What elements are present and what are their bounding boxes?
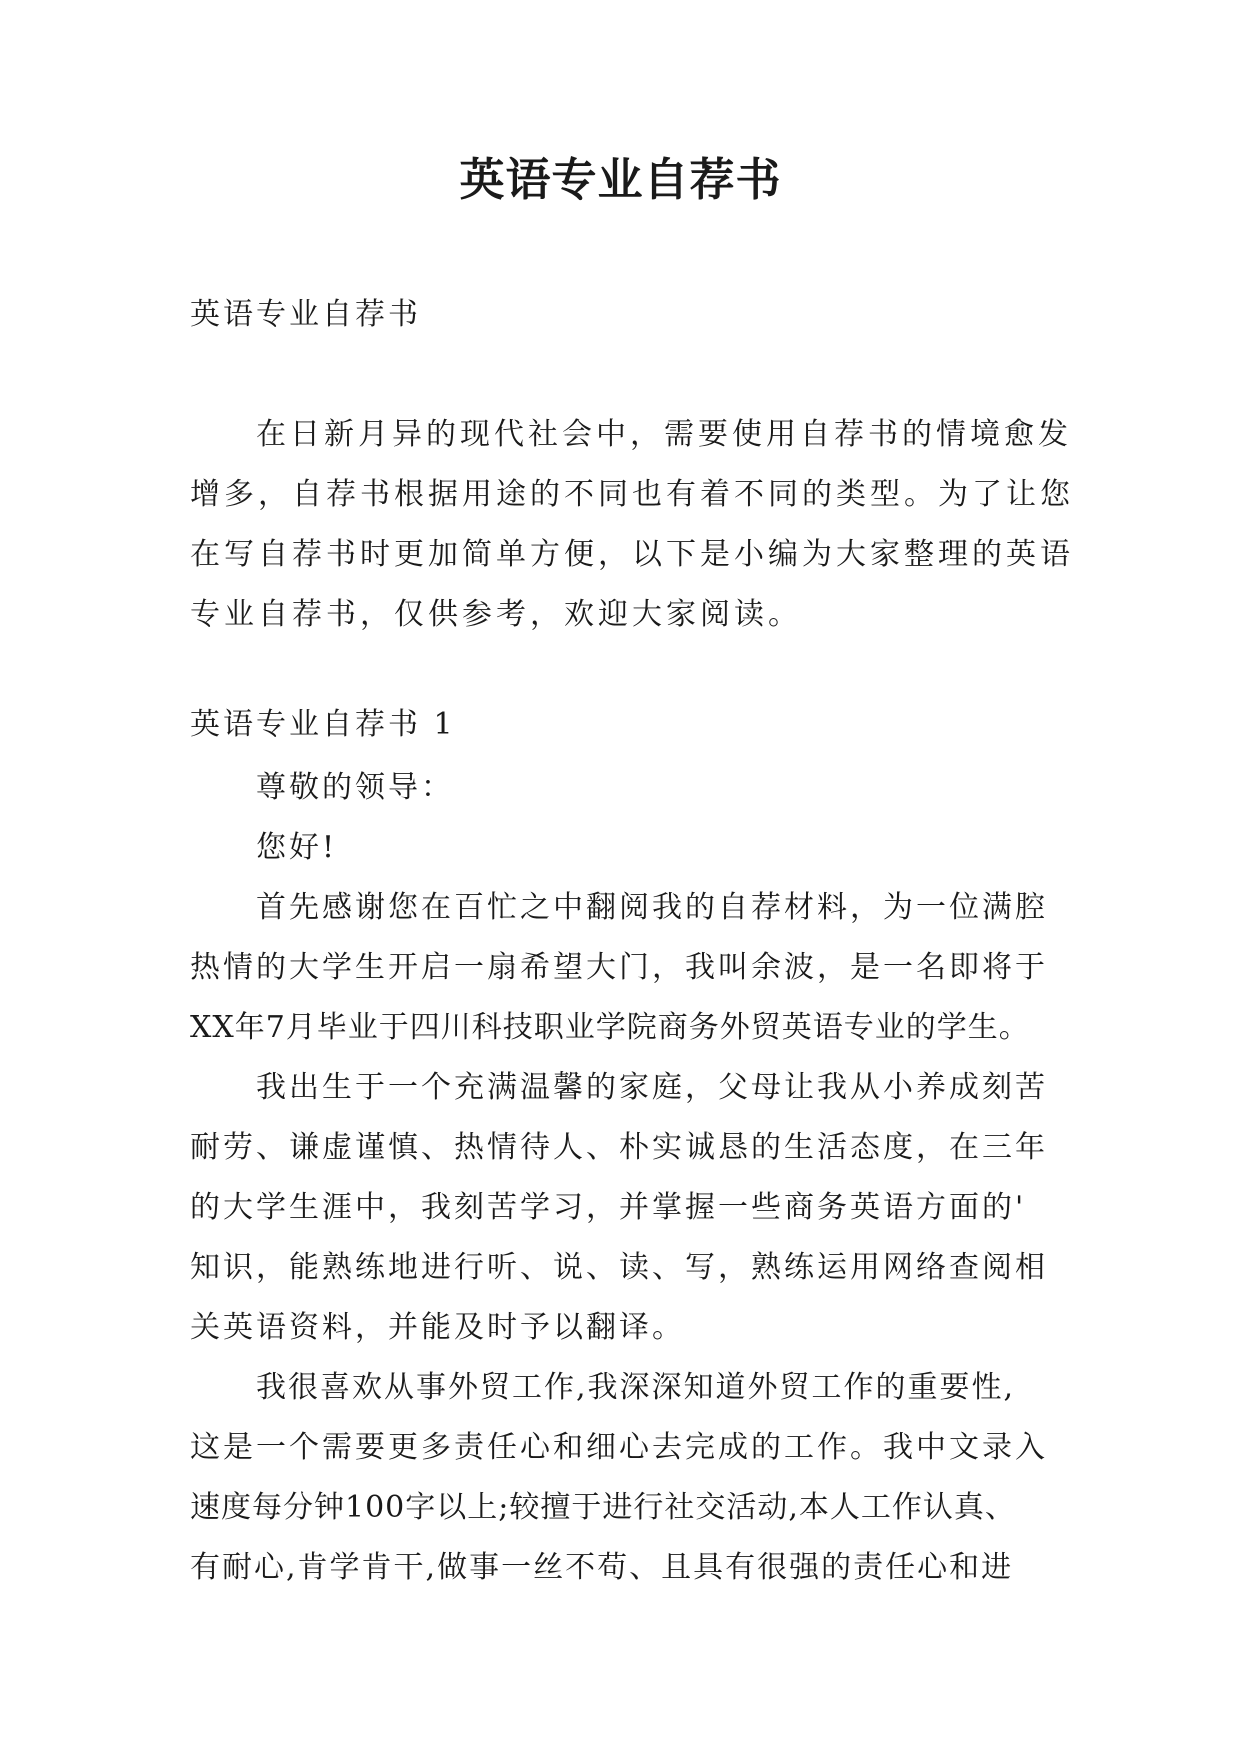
paragraph2-line: 知识，能熟练地进行听、说、读、写，熟练运用网络查阅相 [190, 1250, 1048, 1285]
letter-section [190, 700, 1070, 1598]
salutation: 尊敬的领导： [256, 770, 454, 805]
document-title: 英语专业自荐书 [459, 153, 782, 206]
intro-paragraph [190, 405, 1074, 645]
intro-line: 在日新月异的现代社会中，需要使用自荐书的情境愈发 [256, 417, 1072, 452]
paragraph1-line: 热情的大学生开启一扇希望大门，我叫余波，是一名即将于 [190, 950, 1048, 985]
paragraph2-line: 耐劳、谦虚谨慎、热情待人、朴实诚恳的生活态度，在三年 [190, 1130, 1048, 1165]
paragraph3-line: 我很喜欢从事外贸工作,我深深知道外贸工作的重要性, [256, 1370, 1016, 1405]
document-subtitle: 英语专业自荐书 [190, 297, 421, 332]
paragraph2-line: 我出生于一个充满温馨的家庭，父母让我从小养成刻苦 [256, 1070, 1048, 1105]
paragraph1-line: XX年7月毕业于四川科技职业学院商务外贸英语专业的学生。 [190, 1010, 1030, 1045]
section-heading: 英语专业自荐书 1 [190, 707, 456, 742]
paragraph3-line: 速度每分钟100字以上;较擅于进行社交活动,本人工作认真、 [190, 1490, 1016, 1525]
intro-line: 专业自荐书，仅供参考，欢迎大家阅读。 [190, 597, 802, 632]
paragraph1-line: 首先感谢您在百忙之中翻阅我的自荐材料，为一位满腔 [256, 890, 1048, 925]
paragraph2-line: 的大学生涯中，我刻苦学习，并掌握一些商务英语方面的' [190, 1190, 1027, 1225]
paragraph2-line: 关英语资料，并能及时予以翻译。 [190, 1310, 685, 1345]
paragraph3-line: 有耐心,肯学肯干,做事一丝不苟、且具有很强的责任心和进 [190, 1550, 1014, 1585]
intro-line: 增多，自荐书根据用途的不同也有着不同的类型。为了让您 [190, 477, 1074, 512]
paragraph3-line: 这是一个需要更多责任心和细心去完成的工作。我中文录入 [190, 1430, 1048, 1465]
greeting: 您好! [256, 830, 338, 865]
intro-line: 在写自荐书时更加简单方便，以下是小编为大家整理的英语 [190, 537, 1074, 572]
